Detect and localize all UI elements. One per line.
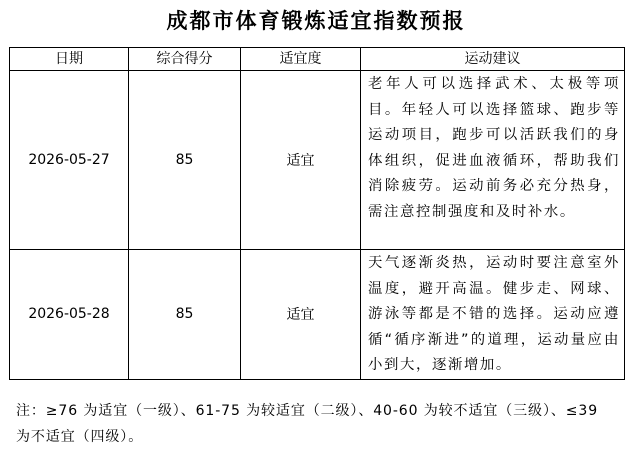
cell-score: 85 [129,250,241,380]
header-suitability: 适宜度 [241,48,361,71]
cell-advice: 老年人可以选择武术、太极等项目。年轻人可以选择篮球、跑步等运动项目，跑步可以活跃我们的身体组织，促进血液循环，帮助我们消除疲劳。运动前务必充分热身，需注意控制强度和及时补水。 [361,71,625,250]
table-row [10,71,625,250]
forecast-table [9,47,625,380]
cell-suitability: 适宜 [241,250,361,380]
footnote: 注：≥76 为适宜（一级）、61-75 为较适宜（二级）、40-60 为较不适宜（三级）、≤39 为不适宜（四级）。 [16,403,598,445]
header-date: 日期 [10,48,129,71]
cell-date: 2026-05-28 [10,250,129,380]
header-advice: 运动建议 [361,48,625,71]
cell-date: 2026-05-27 [10,71,129,250]
table-row [10,250,625,380]
header-score: 综合得分 [129,48,241,71]
table-header-row [10,48,625,71]
cell-advice: 天气逐渐炎热，运动时要注意室外温度，避开高温。健步走、网球、游泳等都是不错的选择。运动应遵循“循序渐进”的道理，运动量应由小到大，逐渐增加。 [361,250,625,380]
cell-suitability: 适宜 [241,71,361,250]
cell-score: 85 [129,71,241,250]
page-title: 成都市体育锻炼适宜指数预报 [166,9,466,33]
